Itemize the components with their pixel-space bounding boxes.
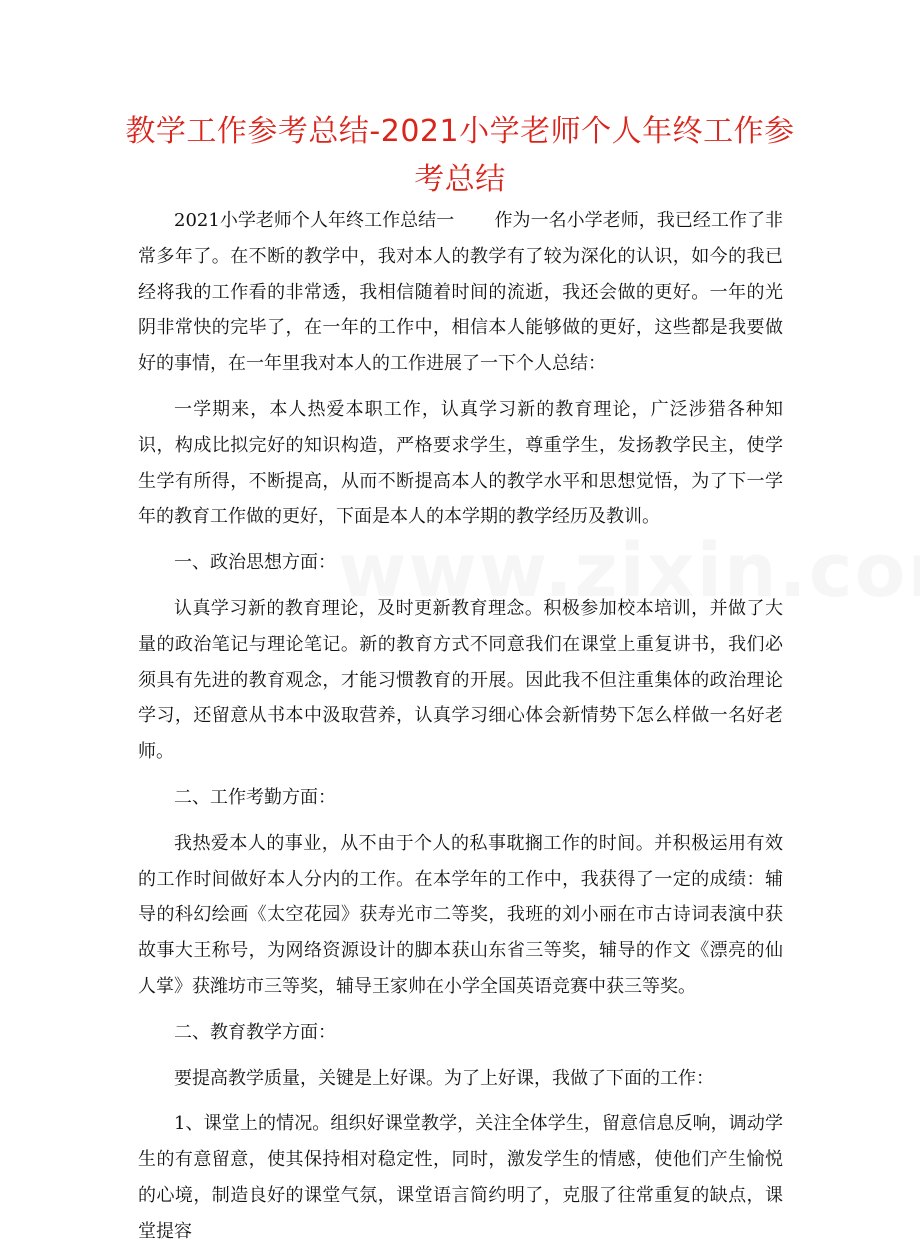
intro-paragraph	[138, 203, 783, 382]
section-heading-politics: 一、政治思想方面：	[174, 552, 336, 574]
paragraph-politics: 认真学习新的教育理论，及时更新教育理念。积极参加校本培训，并做了大量的政治笔记与理论笔记。新的教育方式不同意我们在课堂上重复讲书，我们必须具有先进的教育观念，才能习惯教育的开展。因此我不但注重集体的政治理论学习，还留意从书本中汲取营养，认真学习细心体会新情势下怎么样做一名好老师。	[138, 597, 783, 763]
paragraph-classroom: 1、课堂上的情况。组织好课堂教学，关注全体学生，留意信息反响，调动学生的有意留意，使其保持相对稳定性，同时，激发学生的情感，使他们产生愉悦的心境，制造良好的课堂气氛，课堂语言简约明了，克服了往常重复的缺点，课堂提容	[138, 1113, 783, 1242]
section-heading-teaching: 二、教育教学方面：	[174, 1021, 336, 1043]
paragraph-teaching-intro: 要提高教学质量，关键是上好课。为了上好课，我做了下面的工作：	[174, 1067, 714, 1089]
paragraph-attendance: 我热爱本人的事业，从不由于个人的私事耽搁工作的时间。并积极运用有效的工作时间做好本人分内的工作。在本学年的工作中，我获得了一定的成绩：辅导的科幻绘画《太空花园》获寿光市二等奖，我班的刘小丽在市古诗词表演中获故事大王称号，为网络资源设计的脚本获山东省三等奖，辅导的作文《漂亮的仙人掌》获潍坊市三等奖，辅导王家帅在小学全国英语竞赛中获三等奖。	[138, 832, 783, 997]
intro-gap	[454, 210, 494, 231]
intro-text: 作为一名小学老师，我已经工作了非常多年了。在不断的教学中，我对本人的教学有了较为深化的认识，如今的我已经将我的工作看的非常透，我相信随着时间的流逝，我还会做的更好。一年的光阴非常快的完毕了，在一年的工作中，相信本人能够做的更好，这些都是我要做好的事情，在一年里我对本人的工作进展了一下个人总结：	[138, 210, 783, 375]
paragraph-semester: 一学期来，本人热爱本职工作，认真学习新的教育理论，广泛涉猎各种知识，构成比拟完好的知识构造，严格要求学生，尊重学生，发扬教学民主，使学生学有所得，不断提高，从而不断提高本人的教学水平和思想觉悟，为了下一学年的教育工作做的更好，下面是本人的本学期的教学经历及教训。	[138, 398, 783, 528]
section-heading-attendance: 二、工作考勤方面：	[174, 786, 336, 808]
document-title: 教学工作参考总结-2021小学老师个人年终工作参考总结	[125, 114, 795, 197]
intro-label: 2021小学老师个人年终工作总结一	[174, 210, 455, 231]
document-body	[138, 203, 783, 1260]
